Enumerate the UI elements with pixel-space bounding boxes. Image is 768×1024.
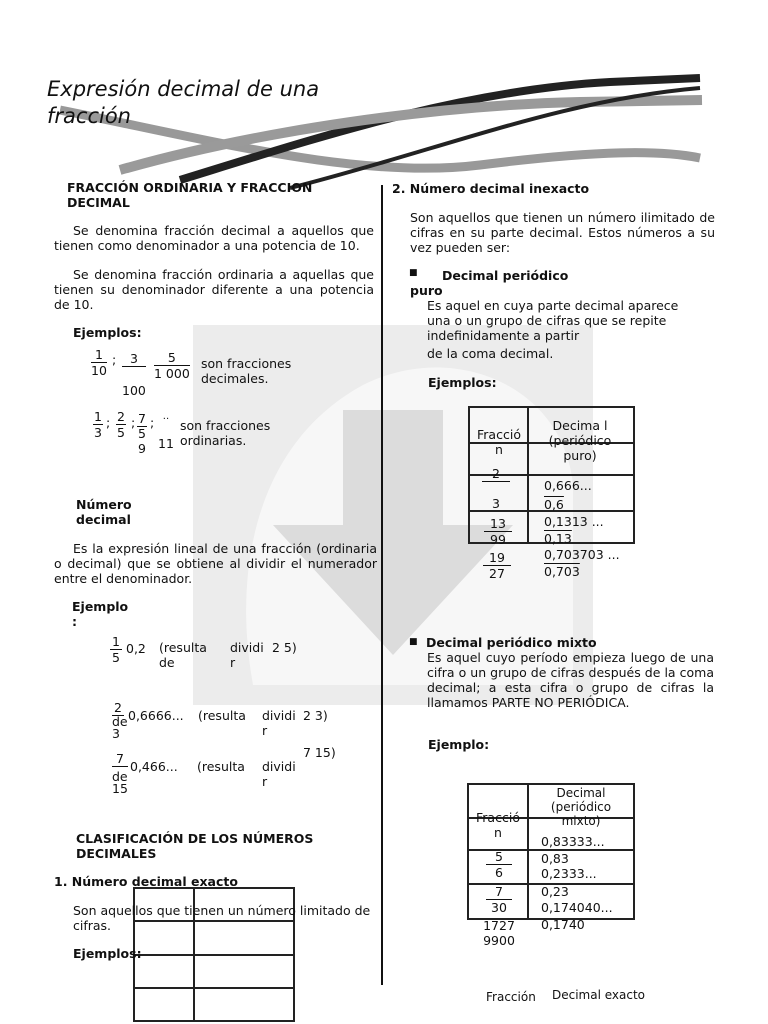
ejemplos-puro-label: Ejemplos: — [428, 375, 497, 390]
div-example-1-resulta: (resulta de — [159, 640, 207, 670]
div-example-1-operation: 2 5) — [272, 640, 297, 655]
div-example-2-dividir: dividi r — [262, 708, 296, 738]
paragraph-fraccion-decimal: Se denomina fracción decimal a aquellos que tienen como denominador a una potencia de 10. — [54, 223, 374, 253]
table2-header-decimal: Decimal (periódico mixto) — [550, 786, 612, 828]
fraction-7-9: 7 5 9 — [138, 411, 146, 456]
table2-value-1: 0,83333... — [541, 834, 605, 849]
paragraph-periodico-mixto: Es aquel cuyo período empieza luego de una cifra o un grupo de cifras después de la coma decimal; a esta cifra o grupo de cifras la llamamos PARTE NO PERIÓDICA. — [427, 650, 714, 710]
table2-value-3-period: 0,1740 — [541, 917, 585, 932]
footer-decimal-exacto-label: Decimal exacto — [552, 988, 646, 1002]
ejemplo-mixto-label: Ejemplo: — [428, 737, 490, 752]
paragraph-periodico-puro: Es aquel en cuya parte decimal aparece una o un grupo de cifras que se repite indefinidamente a partir — [427, 298, 679, 343]
table1-value-2: 0,1313 ... — [544, 514, 604, 529]
fraction-1-3: $\frac{1}{3}$ — [94, 409, 102, 440]
table1-fraction-2-3: 2 3 — [482, 466, 510, 511]
table1-header-decimal: Decima l (periódico puro) — [548, 418, 612, 463]
table1-fraction-13-99: 13 99 — [484, 516, 512, 547]
bullet-square-icon-2: ■ — [409, 637, 418, 647]
table1-value-1: 0,666... — [544, 478, 592, 493]
div-example-1-result: 0,2 — [126, 641, 146, 656]
heading-fraccion-ordinaria-decimal: FRACCIÓN ORDINARIA Y FRACCION DECIMAL — [67, 180, 313, 210]
table2-value-3: 0,174040... — [541, 900, 613, 915]
paragraph-fraccion-ordinaria: Se denomina fracción ordinaria a aquellas que tienen su denominador diferente a una potencia de 10. — [54, 267, 374, 312]
column-divider — [381, 185, 383, 985]
table1-header-fraccion: Fracció n — [477, 427, 521, 457]
heading-clasificacion: CLASIFICACIÓN DE LOS NÚMEROS DECIMALES — [76, 831, 314, 861]
table2-value-2: 0,2333... — [541, 866, 597, 881]
div-example-2-resulta: (resulta — [198, 708, 246, 723]
ex2-description: son fracciones ordinarias. — [180, 418, 271, 448]
heading-periodico-puro: Decimal periódico puro — [410, 268, 569, 298]
table2-fraction-1727-9900: 1727 9900 — [483, 918, 515, 948]
div-example-2-fraction: $\frac{2}{de 3}$ — [112, 700, 128, 741]
table2-value-1-period: 0,83 — [541, 851, 569, 866]
paragraph-periodico-puro-end: de la coma decimal. — [427, 346, 554, 361]
fraction-11: .. 11 — [158, 411, 174, 451]
page-title: Expresión decimal de una fracción — [47, 77, 320, 128]
ejemplos-exacto-label: Ejemplos: — [73, 946, 142, 961]
table1-fraction-19-27: 19 27 — [483, 550, 511, 581]
table2-fraction-7-30: 7 30 — [486, 884, 512, 915]
div-example-2-result: 0,6666... — [128, 708, 184, 723]
heading-decimal-exacto: 1. Número decimal exacto — [54, 874, 238, 889]
table2-fraction-5-6: 5 6 — [486, 849, 512, 880]
paragraph-decimal-inexacto: Son aquellos que tienen un número ilimitado de cifras en su parte decimal. Estos números a su vez pueden ser: — [410, 210, 715, 255]
div-example-3-dividir: dividi r — [262, 759, 296, 789]
div-example-1-fraction: $\frac{1}{5}$ — [112, 634, 120, 665]
paragraph-numero-decimal: Es la expresión lineal de una fracción (ordinaria o decimal) que se obtiene al dividir el numerador entre el denominador. — [54, 541, 377, 586]
div-example-3-resulta: (resulta — [197, 759, 245, 774]
div-example-3-fraction: $\frac{7}{de 15}$ — [112, 751, 128, 796]
heading-numero-decimal: Número decimal — [76, 497, 132, 527]
table1-value-1-period: 0,6 — [544, 497, 564, 512]
table1-value-3-period: 0,703 — [544, 564, 580, 579]
table1-value-2-period: 0,13 — [544, 531, 572, 546]
heading-periodico-mixto: Decimal periódico mixto — [426, 635, 597, 650]
table2-header-fraccion: Fracció n — [476, 810, 520, 840]
div-example-3-result: 0,466... — [130, 759, 178, 774]
div-example-1-dividir: dividi r — [230, 640, 264, 670]
ex1-description: son fracciones decimales. — [201, 356, 292, 386]
div-example-2-operation: 2 3) — [303, 708, 328, 723]
fraction-1-10: $\frac{1}{10}$ — [91, 347, 107, 378]
table2-value-2-period: 0,23 — [541, 884, 569, 899]
bullet-square-icon: ■ — [409, 268, 418, 278]
fraction-3-100: $\frac{3}{100}$ — [122, 351, 146, 398]
fraction-5-1000: $\frac{5}{1 000}$ — [154, 350, 190, 381]
div-example-3-operation: 7 15) — [303, 745, 336, 760]
paragraph-decimal-exacto: Son aquellos que tienen un número limitado de cifras. — [73, 903, 371, 933]
heading-decimal-inexacto: 2. Número decimal inexacto — [392, 181, 590, 196]
ejemplo-label: Ejemplo : — [72, 599, 129, 629]
footer-fraccion-label: Fracción — [486, 990, 536, 1004]
table1-value-3: 0,703703 ... — [544, 547, 620, 562]
ejemplos-label: Ejemplos: — [73, 325, 142, 340]
fraction-2-5: $\frac{2}{5}$ — [117, 409, 125, 440]
